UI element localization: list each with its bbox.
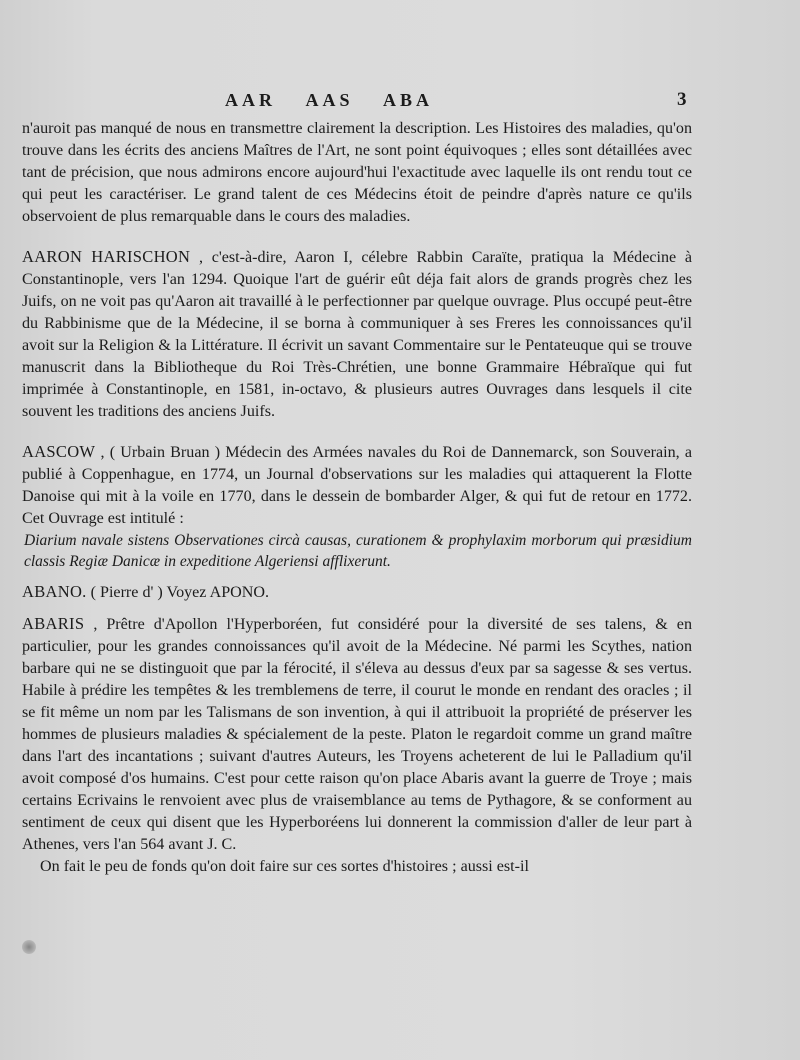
entry-aascow	[22, 441, 692, 530]
running-head-word: ABA	[383, 90, 434, 110]
body-text	[22, 118, 692, 878]
entry-text: , c'est-à-dire, Aaron I, célebre Rabbin Caraïte, pratiqua la Médecine à Constantinople, vers l'an 1294. Quoique l'art de guérir eût déja fait alors de grands progrès chez les Juifs, on ne voit pas qu'Aaron ait travaillé à le perfectionner par quelque ouvrage. Plus occupé peut-être du Rabbinisme que de la Médecine, il se borna à communiquer à ses Freres les connoissances qu'il avoit sur la Religion & la Littérature. Il écrivit un savant Commentaire sur le Pentateuque qui se trouve manuscrit dans la Bibliotheque du Roi Très-Chrétien, une bonne Grammaire Hébraïque qui fut imprimée à Constantinople, en 1581, in-octavo, & plusieurs autres Ouvrages dans lesquels il cite souvent les traditions des anciens Juifs.	[22, 249, 692, 420]
latin-title: Diarium navale sistens Observationes circà causas, curationem & prophylaxim morborum qui præsidium classis Regiæ Danicæ in expeditione Algeriensi afflixerunt.	[24, 532, 692, 570]
paragraph-last-line: On fait le peu de fonds qu'on doit faire sur ces sortes d'histoires ; aussi est-il	[40, 858, 529, 875]
entry-text: ( Pierre d' ) Voyez APONO.	[90, 584, 270, 601]
running-head-word: AAS	[305, 90, 354, 110]
entry-abaris	[22, 613, 692, 856]
entry-headword: AASCOW	[22, 442, 96, 461]
entry-headword: ABARIS	[22, 614, 85, 633]
entry-text: , ( Urbain Bruan ) Médecin des Armées navales du Roi de Dannemarck, son Souverain, a publié à Coppenhague, en 1774, un Journal d'observations sur les maladies qui attaquerent la Flotte Danoise qui mit à la voile en 1770, dans le dessein de bombarder Alger, & qui fut de retour en 1772. Cet Ouvrage est intitulé :	[22, 444, 692, 527]
entry-abano	[22, 581, 692, 604]
entry-aaron-harischon	[22, 246, 692, 423]
entry-headword: AARON HARISCHON	[22, 247, 191, 266]
running-head	[0, 90, 800, 114]
running-head-word: AAR	[225, 90, 276, 110]
running-head-words	[225, 90, 455, 111]
entry-headword: ABANO.	[22, 582, 87, 601]
paragraph-continuation: n'auroit pas manqué de nous en transmettre clairement la description. Les Histoires des maladies, qu'on trouve dans les écrits des anciens Maîtres de l'Art, ne sont point équivoques ; elles sont détaillées avec tant de précision, que nous admirons encore aujourd'hui l'exactitude avec laquelle ils ont rendu tout ce qui peut les caractériser. Le grand talent de ces Médecins étoit de peindre d'après nature ce qu'ils observoient de plus remarquable dans le cours des maladies.	[22, 120, 692, 225]
ink-blot	[22, 940, 36, 954]
entry-text: , Prêtre d'Apollon l'Hyperboréen, fut considéré pour la diversité de ses talens, & en particulier, pour les grandes connoissances qu'il avoit de la Médecine. Né parmi les Scythes, nation barbare qui ne se distinguoit que par la férocité, il s'éleva au dessus d'eux par sa sagesse & ses vertus. Habile à prédire les tempêtes & les tremblemens de terre, il courut le monde en rendant des oracles ; il se fit même un nom par les Talismans de son invention, à qui il attribuoit la propriété de préserver les hommes de plusieurs maladies & spécialement de la peste. Platon le regardoit comme un grand maître dans l'art des incantations ; suivant d'autres Auteurs, les Troyens acheterent de lui le Palladium qu'il avoit composé d'os humains. C'est pour cette raison qu'on place Abaris avant la guerre de Troye ; mais certains Ecrivains le renvoient avec plus de vraisemblance au tems de Pythagore, & se conforment au sentiment de ceux qui disent que les Hyperboréens lui donnerent la commission d'aller de leur part à Athenes, vers l'an 564 avant J. C.	[22, 616, 692, 853]
page-number: 3	[677, 89, 687, 110]
